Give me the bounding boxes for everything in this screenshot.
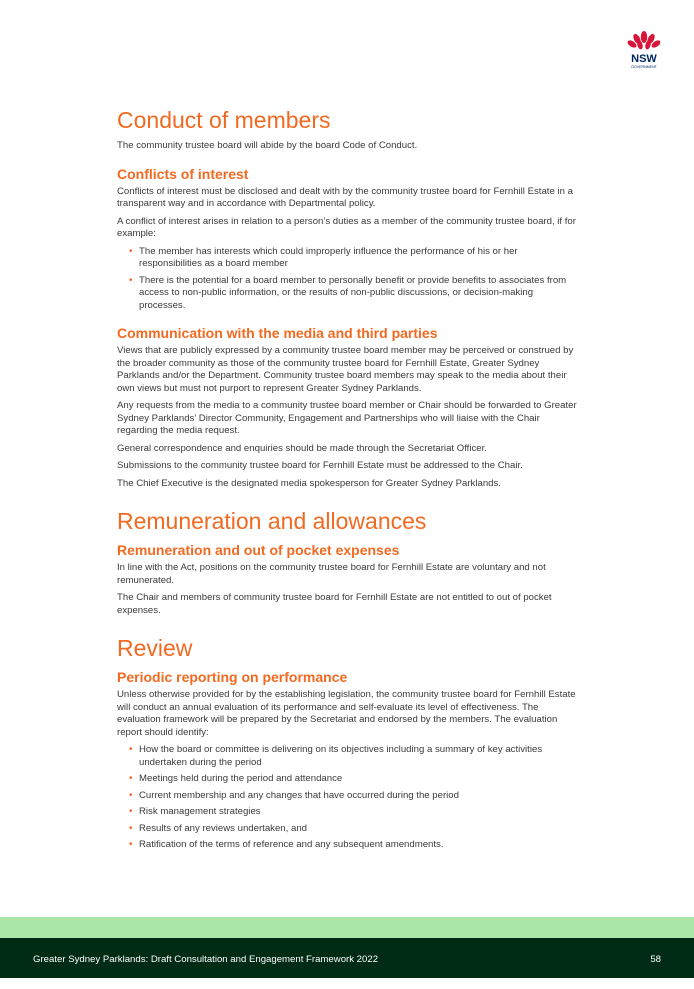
paragraph: In line with the Act, positions on the community trustee board for Fernhill Estate are voluntary and not remunerated. — [117, 562, 546, 586]
list-item-text: Current membership and any changes that have occurred during the period — [139, 789, 459, 801]
page-content — [117, 106, 579, 857]
list-item — [117, 806, 579, 819]
paragraph: General correspondence and enquiries should be made through the Secretariat Officer. — [117, 442, 487, 454]
nsw-government-logo — [622, 28, 666, 72]
list-item — [117, 790, 579, 803]
bullet-icon: • — [129, 245, 133, 257]
list-item — [117, 773, 579, 786]
list-item-text: Ratification of the terms of reference and any subsequent amendments. — [139, 839, 444, 850]
heading-periodic-reporting: Periodic reporting on performance — [117, 669, 348, 685]
bullet-icon: • — [129, 773, 133, 784]
list-item-text: The member has interests which could improperly influence the performance of his or her responsibilities as a board member — [139, 245, 518, 269]
bullet-icon: • — [129, 274, 133, 286]
bullet-icon: • — [129, 789, 133, 801]
list-item — [117, 246, 579, 271]
logo-subtext: GOVERNMENT — [631, 65, 657, 69]
paragraph: A conflict of interest arises in relation to a person’s duties as a member of the community trustee board, if for example: — [117, 215, 576, 239]
list-item — [117, 823, 579, 836]
paragraph: The community trustee board will abide by the board Code of Conduct. — [117, 140, 418, 151]
list-item-text: Risk management strategies — [139, 806, 261, 817]
bullet-list — [117, 744, 579, 852]
heading-remuneration-expenses: Remuneration and out of pocket expenses — [117, 542, 400, 558]
bullet-list — [117, 246, 579, 313]
list-item-text: Meetings held during the period and attendance — [139, 773, 343, 784]
bullet-icon: • — [129, 806, 133, 817]
paragraph: The Chief Executive is the designated media spokesperson for Greater Sydney Parklands. — [117, 477, 501, 489]
paragraph: Any requests from the media to a community trustee board member or Chair should be forwarded to Greater Sydney Parklands’ Director Community, Engagement and Partnerships who will liaise with the Chair regarding the media request. — [117, 400, 577, 436]
list-item — [117, 275, 579, 313]
logo-wordmark: NSW — [631, 53, 657, 65]
list-item — [117, 744, 579, 769]
bullet-icon: • — [129, 839, 133, 850]
section-title-review: Review — [117, 635, 193, 661]
paragraph: Unless otherwise provided for by the establishing legislation, the community trustee board for Fernhill Estate will conduct an annual evaluation of its performance and self-evaluate its level of effectiveness. The evaluation framework will be prepared by the Secretariat and endorsed by the members. The evaluation report should identify: — [117, 689, 576, 738]
list-item-text: There is the potential for a board member to personally benefit or provide benefits to associates from access to non-public information, or the results of non-public discussions, or decision-making processes. — [139, 274, 567, 311]
bullet-icon: • — [129, 822, 133, 834]
footer-accent-band — [0, 917, 694, 938]
paragraph: Conflicts of interest must be disclosed and dealt with by the community trustee board for Fernhill Estate in a transparent way and in accordance with Departmental policy. — [117, 185, 573, 209]
section-title-conduct: Conduct of members — [117, 107, 331, 133]
bullet-icon: • — [129, 744, 133, 755]
page-number: 58 — [650, 954, 661, 965]
paragraph: Views that are publicly expressed by a community trustee board member may be perceived or construed by the broader community as those of the community trustee board for Fernhill Estate, Greater Sydney Parklands and/or the Department. Community trustee board members may speak to the media about their own views but must not purport to represent Greater Sydney Parklands. — [117, 345, 574, 394]
section-title-remuneration: Remuneration and allowances — [117, 508, 427, 534]
heading-media-communication: Communication with the media and third parties — [117, 325, 438, 341]
list-item — [117, 839, 579, 852]
heading-conflicts-of-interest: Conflicts of interest — [117, 165, 249, 182]
list-item-text: Results of any reviews undertaken, and — [139, 822, 307, 834]
paragraph: Submissions to the community trustee board for Fernhill Estate must be addressed to the Chair. — [117, 460, 523, 471]
list-item-text: How the board or committee is delivering on its objectives including a summary of key activities undertaken during the period — [139, 744, 543, 768]
footer-document-title: Greater Sydney Parklands: Draft Consultation and Engagement Framework 2022 — [33, 954, 379, 965]
paragraph: The Chair and members of community trustee board for Fernhill Estate are not entitled to out of pocket expenses. — [117, 592, 552, 616]
